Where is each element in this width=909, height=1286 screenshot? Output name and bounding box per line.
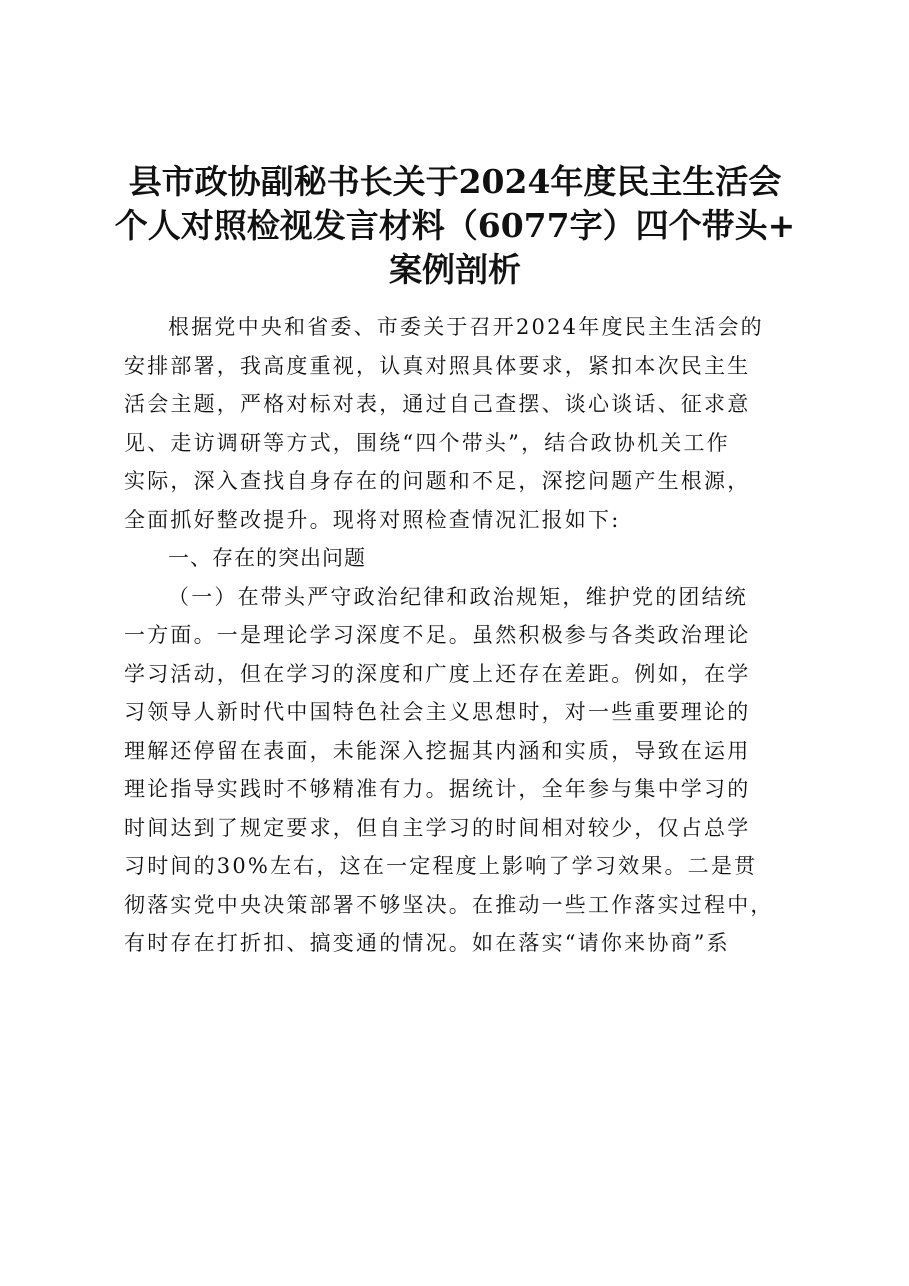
paragraph-intro-line-3: 活会主题，严格对标对表，通过自己查摆、谈心谈话、征求意 [124, 392, 751, 416]
paragraph-1-line-6: 理论指导实践时不够精准有力。据统计，全年参与集中学习的 [124, 777, 751, 801]
paragraph-1-line-10: 有时存在打折扣、搞变通的情况。如在落实“请你来协商”系 [124, 931, 730, 955]
title-line-2: 个人对照检视发言材料（6077字）四个带头+ [114, 206, 796, 245]
paragraph-1-line-9: 彻落实党中央决策部署不够坚决。在推动一些工作落实过程中， [124, 892, 774, 917]
document-body [124, 308, 804, 963]
paragraph-1-line-4: 习领导人新时代中国特色社会主义思想时，对一些重要理论的 [124, 700, 751, 724]
paragraph-1-line-5: 理解还停留在表面，未能深入挖掘其内涵和实质，导致在运用 [124, 738, 751, 763]
section-heading-1: 一、存在的突出问题 [168, 546, 366, 570]
document-title [110, 160, 800, 292]
paragraph-intro-line-6: 全面抓好整改提升。现将对照检查情况汇报如下: [124, 507, 621, 532]
paragraph-1-line-3: 学习活动，但在学习的深度和广度上还存在差距。例如，在学 [124, 661, 751, 686]
paragraph-intro-line-1: 根据党中央和省委、市委关于召开2024年度民主生活会的 [168, 315, 764, 339]
paragraph-1-line-7: 时间达到了规定要求，但自主学习的时间相对较少，仅占总学 [124, 815, 751, 840]
paragraph-intro-line-5: 实际，深入查找自身存在的问题和不足，深挖问题产生根源， [124, 469, 751, 493]
paragraph-1-line-8: 习时间的30%左右，这在一定程度上影响了学习效果。二是贯 [124, 854, 758, 878]
title-line-1: 县市政协副秘书长关于2024年度民主生活会 [128, 162, 782, 201]
paragraph-intro-line-2: 安排部署，我高度重视，认真对照具体要求，紧扣本次民主生 [124, 353, 751, 378]
paragraph-1-line-2: 一方面。一是理论学习深度不足。虽然积极参与各类政治理论 [124, 623, 751, 647]
paragraph-intro-line-4: 见、走访调研等方式，围绕“四个带头”，结合政协机关工作 [124, 430, 730, 455]
paragraph-1-line-1: （一）在带头严守政治纪律和政治规矩，维护党的团结统 [168, 584, 748, 609]
title-line-3: 案例剖析 [389, 250, 521, 289]
